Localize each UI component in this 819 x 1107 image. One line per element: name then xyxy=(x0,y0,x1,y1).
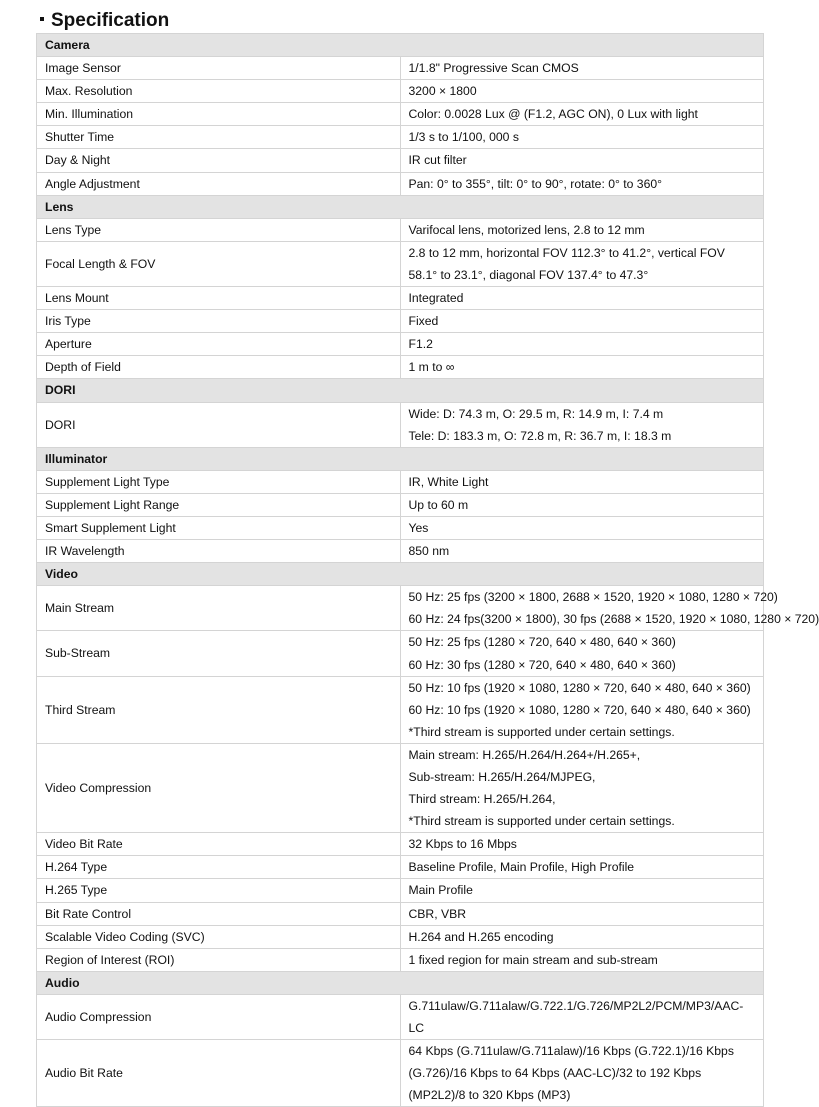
section-header-row xyxy=(37,34,764,57)
spec-row xyxy=(37,149,764,172)
spec-row xyxy=(37,540,764,563)
spec-row xyxy=(37,1040,764,1107)
spec-row xyxy=(37,856,764,879)
spec-value xyxy=(400,402,764,447)
spec-row xyxy=(37,902,764,925)
spec-label: Video Bit Rate xyxy=(37,833,401,856)
spec-label: Angle Adjustment xyxy=(37,172,401,195)
spec-row xyxy=(37,356,764,379)
spec-label: Lens Type xyxy=(37,218,401,241)
spec-label: Aperture xyxy=(37,333,401,356)
spec-value: Up to 60 m xyxy=(400,493,764,516)
spec-value: 2.8 to 12 mm, horizontal FOV 112.3° to 41.2°, vertical FOV 58.1° to 23.1°, diagonal FOV 137.4° to 47.3° xyxy=(400,241,764,286)
spec-value-line: 60 Hz: 30 fps (1280 × 720, 640 × 480, 640 × 360) xyxy=(408,657,676,672)
spec-value: G.711ulaw/G.711alaw/G.722.1/G.726/MP2L2/PCM/MP3/AAC-LC xyxy=(400,994,764,1039)
spec-label: Supplement Light Type xyxy=(37,470,401,493)
page-title-text: Specification xyxy=(51,10,170,31)
spec-value-line: Tele: D: 183.3 m, O: 72.8 m, R: 36.7 m, I: 18.3 m xyxy=(408,428,672,443)
spec-value: Yes xyxy=(400,516,764,539)
section-header: Illuminator xyxy=(37,447,764,470)
spec-value: Main Profile xyxy=(400,879,764,902)
spec-value: Integrated xyxy=(400,287,764,310)
spec-value: F1.2 xyxy=(400,333,764,356)
section-header: Lens xyxy=(37,195,764,218)
spec-label: Third Stream xyxy=(37,676,401,743)
spec-label: Day & Night xyxy=(37,149,401,172)
spec-label: H.264 Type xyxy=(37,856,401,879)
spec-value: 1/1.8" Progressive Scan CMOS xyxy=(400,57,764,80)
section-header-row xyxy=(37,379,764,402)
spec-row xyxy=(37,287,764,310)
spec-row xyxy=(37,994,764,1039)
spec-row xyxy=(37,333,764,356)
spec-label: Sub-Stream xyxy=(37,631,401,676)
spec-row xyxy=(37,172,764,195)
spec-label: Depth of Field xyxy=(37,356,401,379)
spec-value: 1 fixed region for main stream and sub-stream xyxy=(400,948,764,971)
spec-row xyxy=(37,80,764,103)
spec-row xyxy=(37,218,764,241)
spec-label: Max. Resolution xyxy=(37,80,401,103)
spec-label: Scalable Video Coding (SVC) xyxy=(37,925,401,948)
spec-label: Smart Supplement Light xyxy=(37,516,401,539)
specification-table-body xyxy=(37,34,819,1107)
spec-value-line: Sub-stream: H.265/H.264/MJPEG, xyxy=(408,770,596,784)
spec-row xyxy=(37,241,764,286)
spec-value: 32 Kbps to 16 Mbps xyxy=(400,833,764,856)
spec-value-line: 50 Hz: 25 fps (1280 × 720, 640 × 480, 640 × 360) xyxy=(408,635,676,650)
spec-value-line: Main stream: H.265/H.264/H.264+/H.265+, xyxy=(408,747,641,762)
spec-value: 850 nm xyxy=(400,540,764,563)
spec-label: Image Sensor xyxy=(37,57,401,80)
spec-row xyxy=(37,676,764,743)
spec-label: Audio Bit Rate xyxy=(37,1040,401,1107)
spec-label: Audio Compression xyxy=(37,994,401,1039)
spec-row xyxy=(37,833,764,856)
spec-row xyxy=(37,948,764,971)
spec-value: H.264 and H.265 encoding xyxy=(400,925,764,948)
spec-label: IR Wavelength xyxy=(37,540,401,563)
spec-value: Color: 0.0028 Lux @ (F1.2, AGC ON), 0 Lux with light xyxy=(400,103,764,126)
spec-value-line: 50 Hz: 25 fps (3200 × 1800, 2688 × 1520, 1920 × 1080, 1280 × 720) xyxy=(408,590,778,605)
spec-row xyxy=(37,516,764,539)
section-header-row xyxy=(37,447,764,470)
spec-row xyxy=(37,493,764,516)
spec-value: Pan: 0° to 355°, tilt: 0° to 90°, rotate: 0° to 360° xyxy=(400,172,764,195)
bullet-icon xyxy=(40,17,44,21)
spec-row xyxy=(37,126,764,149)
spec-value-line: Wide: D: 74.3 m, O: 29.5 m, R: 14.9 m, I: 7.4 m xyxy=(408,406,664,421)
spec-label: Focal Length & FOV xyxy=(37,241,401,286)
spec-value-line: 60 Hz: 10 fps (1920 × 1080, 1280 × 720, 640 × 480, 640 × 360) xyxy=(408,702,751,717)
spec-value-line: 50 Hz: 10 fps (1920 × 1080, 1280 × 720, 640 × 480, 640 × 360) xyxy=(408,680,751,695)
spec-row xyxy=(37,925,764,948)
spec-label: Iris Type xyxy=(37,310,401,333)
spec-row xyxy=(37,743,764,832)
spec-value xyxy=(400,586,819,631)
spec-label: Shutter Time xyxy=(37,126,401,149)
spec-value xyxy=(400,676,764,743)
section-header: Camera xyxy=(37,34,764,57)
spec-value xyxy=(400,743,764,832)
section-header: DORI xyxy=(37,379,764,402)
spec-value: 1 m to ∞ xyxy=(400,356,764,379)
spec-value: Varifocal lens, motorized lens, 2.8 to 12 mm xyxy=(400,218,764,241)
spec-row xyxy=(37,631,764,676)
spec-value: CBR, VBR xyxy=(400,902,764,925)
section-header: Audio xyxy=(37,971,764,994)
spec-value xyxy=(400,631,764,676)
section-header-row xyxy=(37,195,764,218)
spec-label: Supplement Light Range xyxy=(37,493,401,516)
spec-row xyxy=(37,879,764,902)
spec-value: Fixed xyxy=(400,310,764,333)
spec-label: DORI xyxy=(37,402,401,447)
section-header: Video xyxy=(37,563,764,586)
section-header-row xyxy=(37,563,764,586)
spec-value: Baseline Profile, Main Profile, High Profile xyxy=(400,856,764,879)
spec-value-line: *Third stream is supported under certain settings. xyxy=(408,814,675,829)
spec-row xyxy=(37,470,764,493)
spec-row xyxy=(37,57,764,80)
spec-value: IR cut filter xyxy=(400,149,764,172)
spec-label: Lens Mount xyxy=(37,287,401,310)
spec-value-line: *Third stream is supported under certain settings. xyxy=(408,724,675,739)
spec-label: Min. Illumination xyxy=(37,103,401,126)
spec-label: Main Stream xyxy=(37,586,401,631)
spec-row xyxy=(37,402,764,447)
spec-value: IR, White Light xyxy=(400,470,764,493)
section-header-row xyxy=(37,971,764,994)
spec-value: 64 Kbps (G.711ulaw/G.711alaw)/16 Kbps (G.722.1)/16 Kbps (G.726)/16 Kbps to 64 Kbps (AAC-LC)/32 to 192 Kbps (MP2L2)/8 to 320 Kbps (MP3) xyxy=(400,1040,764,1107)
spec-value-line: 60 Hz: 24 fps(3200 × 1800), 30 fps (2688 × 1520, 1920 × 1080, 1280 × 720) xyxy=(408,612,819,627)
spec-label: Bit Rate Control xyxy=(37,902,401,925)
spec-value: 1/3 s to 1/100, 000 s xyxy=(400,126,764,149)
spec-label: H.265 Type xyxy=(37,879,401,902)
spec-value-line: Third stream: H.265/H.264, xyxy=(408,792,556,807)
page-title xyxy=(40,8,169,34)
spec-row xyxy=(37,310,764,333)
spec-row xyxy=(37,586,764,631)
spec-row xyxy=(37,103,764,126)
spec-label: Region of Interest (ROI) xyxy=(37,948,401,971)
specification-table xyxy=(36,33,819,1107)
spec-label: Video Compression xyxy=(37,743,401,832)
spec-value: 3200 × 1800 xyxy=(400,80,764,103)
